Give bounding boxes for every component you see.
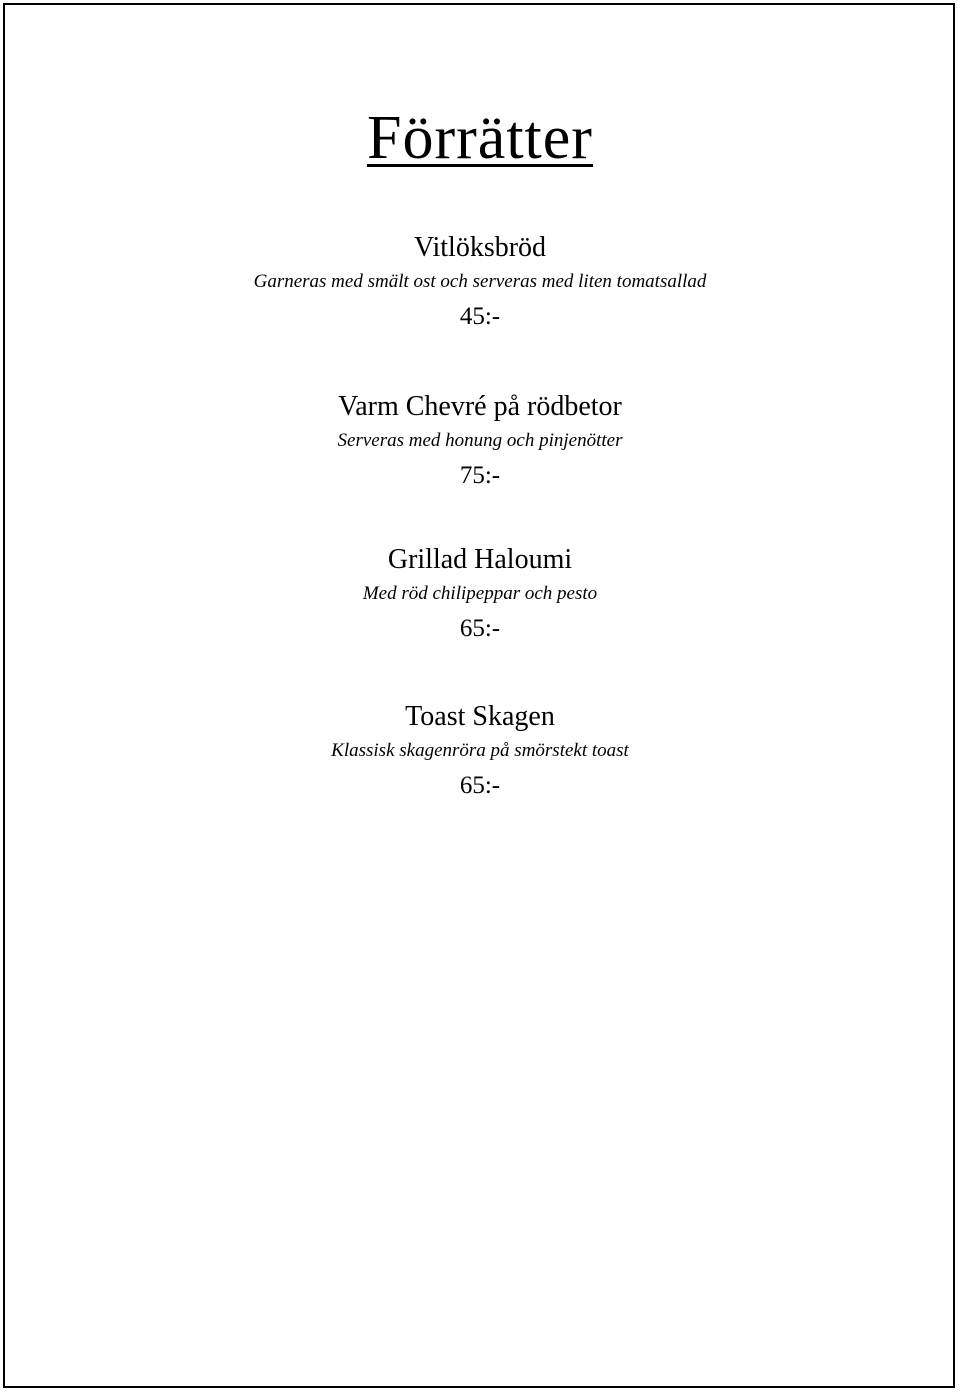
page-title-text: Förrätter — [367, 104, 593, 172]
menu-item — [0, 700, 960, 802]
menu-item-price: 75:- — [459, 462, 501, 489]
menu-item-description: Med röd chilipeppar och pesto — [362, 583, 598, 604]
menu-item — [0, 231, 960, 333]
menu-item-description: Klassisk skagenröra på smörstekt toast — [331, 740, 629, 761]
page-border — [3, 3, 955, 1388]
menu-item-description: Garneras med smält ost och serveras med liten tomatsallad — [253, 271, 707, 292]
menu-item — [0, 390, 960, 492]
menu-item-description: Serveras med honung och pinjenötter — [337, 430, 623, 451]
menu-item-name: Grillad Haloumi — [387, 544, 573, 575]
menu-item-name: Toast Skagen — [405, 701, 555, 732]
menu-item-price: 45:- — [459, 303, 501, 330]
menu-item-price: 65:- — [459, 615, 501, 642]
menu-item-price: 65:- — [459, 772, 501, 799]
page-title — [0, 102, 960, 174]
menu-item-name: Varm Chevré på rödbetor — [338, 391, 622, 422]
menu-item — [0, 543, 960, 645]
menu-item-name: Vitlöksbröd — [413, 232, 547, 263]
